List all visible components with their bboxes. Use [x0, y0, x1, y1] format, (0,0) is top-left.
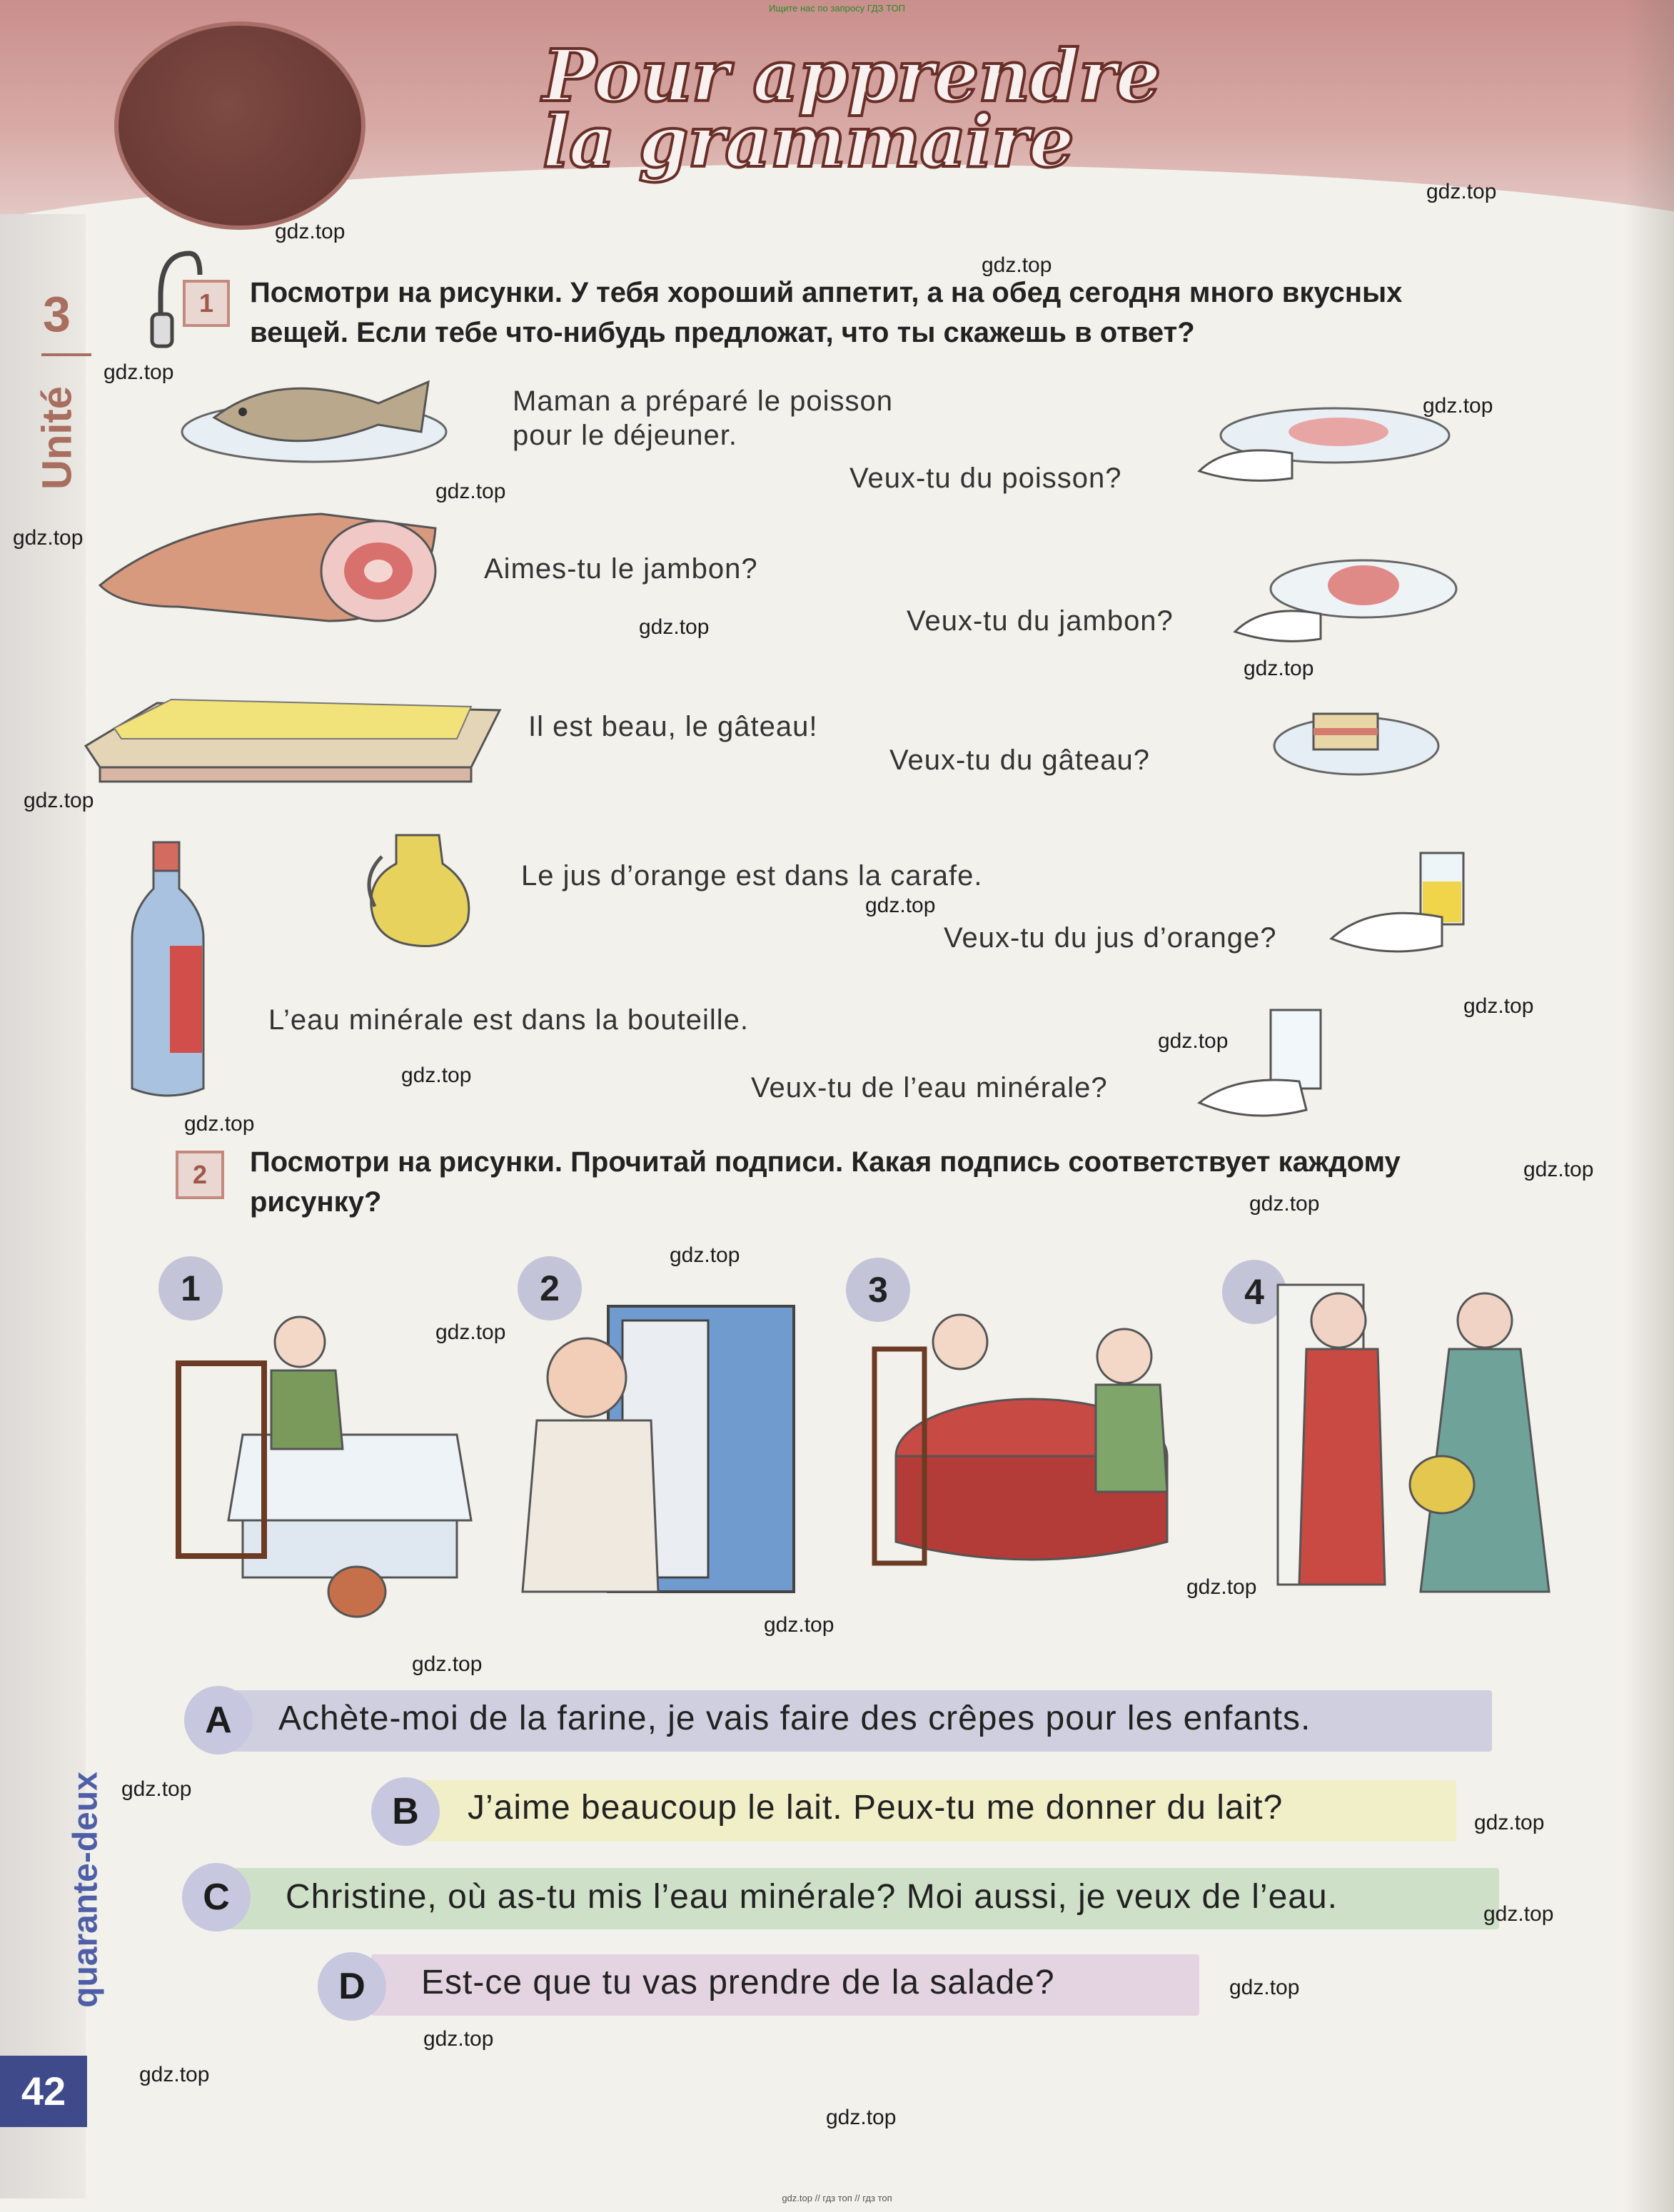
watermark: gdz.top: [275, 220, 346, 243]
sentence-juice: Le jus d’orange est dans la carafe.: [521, 860, 983, 892]
watermark: gdz.top: [1426, 180, 1497, 203]
answer-letter-b: B: [371, 1777, 440, 1846]
watermark: gdz.top: [865, 894, 936, 917]
answer-text-b: J’aime beaucoup le lait. Peux-tu me donner du lait?: [468, 1789, 1284, 1827]
watermark: gdz.top: [826, 2106, 897, 2129]
title-line-1: Pour apprendre: [543, 34, 1161, 118]
title-line-2: la grammaire: [543, 99, 1074, 183]
ham-illustration: [93, 500, 464, 635]
watermark: gdz.top: [13, 526, 84, 550]
sentence-ham: Aimes-tu le jambon?: [484, 553, 758, 585]
watermark: gdz.top: [139, 2063, 210, 2086]
juice-carafe-illustration: [360, 828, 482, 949]
answer-letter-d: D: [318, 1952, 386, 2021]
watermark: gdz.top: [1423, 394, 1493, 418]
watermark: gdz.top: [1483, 1902, 1554, 1926]
watermark: gdz.top: [121, 1777, 192, 1801]
answer-text-d: Est-ce que tu vas prendre de la salade?: [421, 1964, 1055, 2001]
watermark: gdz.top: [435, 1320, 506, 1344]
answer-letter-a: A: [184, 1686, 253, 1754]
watermark: gdz.top: [1229, 1976, 1300, 1999]
sentence-cake: Il est beau, le gâteau!: [528, 711, 818, 742]
unit-divider: [41, 353, 91, 356]
water-bottle-illustration: [128, 839, 207, 1103]
watermark: gdz.top: [670, 1243, 740, 1267]
watermark: gdz.top: [1244, 657, 1314, 680]
watermark: gdz.top: [435, 480, 506, 503]
watermark: gdz.top: [401, 1064, 472, 1087]
watermark: gdz.top: [1158, 1029, 1229, 1053]
hand-with-cake-illustration: [1271, 696, 1478, 789]
answer-text-c: Christine, où as-tu mis l’eau minérale? Moi aussi, je veux de l’eau.: [286, 1878, 1338, 1916]
watermark: gdz.top: [184, 1112, 255, 1136]
watermark: gdz.top: [423, 2027, 494, 2051]
exercise-2-instruction: Посмотри на рисунки. Прочитай подписи. Какая подпись соответствует каждому рисунку?: [250, 1146, 1401, 1218]
exercise-1-number: 1: [183, 280, 230, 327]
unit-number: 3: [43, 286, 71, 342]
watermark: gdz.top: [1474, 1811, 1545, 1834]
sentence-fish-1: Maman a préparé le poisson: [513, 385, 893, 417]
watermark: gdz.top: [639, 615, 710, 639]
question-ham: Veux-tu du jambon?: [907, 605, 1174, 637]
sentence-fish-2: pour le déjeuner.: [513, 420, 738, 451]
picture-2-boy-at-fridge: [508, 1292, 822, 1606]
fish-plate-illustration: [178, 353, 457, 468]
page-binding-shadow: [1624, 0, 1674, 2212]
exercise-1-instruction: Посмотри на рисунки. У тебя хороший аппетит, а на обед сегодня много вкусных вещей. Если тебе что-нибудь предложат, что ты скажешь в ответ?: [250, 277, 1403, 348]
picture-3-number: 3: [846, 1258, 910, 1322]
watermark: gdz.top: [1186, 1575, 1257, 1599]
picture-3-children-eating: [867, 1306, 1203, 1620]
question-cake: Veux-tu du gâteau?: [889, 744, 1150, 776]
top-note: Ищите нас по запросу ГДЗ ТОП: [769, 3, 905, 14]
watermark: gdz.top: [24, 789, 94, 812]
watermark: gdz.top: [1463, 994, 1534, 1018]
answer-text-a: Achète-moi de la farine, je vais faire des crêpes pour les enfants.: [278, 1700, 1311, 1737]
question-juice: Veux-tu du jus d’orange?: [944, 922, 1277, 954]
hand-with-ham-illustration: [1228, 553, 1463, 653]
page-title: [543, 34, 1161, 183]
question-fish: Veux-tu du poisson?: [849, 463, 1122, 494]
watermark: gdz.top: [982, 253, 1052, 277]
question-water: Veux-tu de l’eau minérale?: [751, 1072, 1108, 1104]
picture-4-number: 4: [1222, 1260, 1286, 1324]
picture-1-number: 1: [158, 1256, 223, 1320]
watermark: gdz.top: [764, 1613, 835, 1637]
sentence-water: L’eau minérale est dans la bouteille.: [268, 1004, 749, 1036]
answer-letter-c: C: [182, 1863, 251, 1931]
hand-with-water-glass-illustration: [1192, 1003, 1356, 1124]
exercise-2-number: 2: [176, 1151, 224, 1199]
hand-with-juice-glass-illustration: [1328, 846, 1492, 967]
bottom-note: gdz.top // гдз топ // гдз топ: [782, 2193, 892, 2203]
page-side-label: quarante-deux: [66, 1772, 105, 2008]
picture-2-number: 2: [518, 1256, 582, 1320]
watermark: gdz.top: [412, 1652, 483, 1676]
header-ornament: [114, 21, 365, 230]
watermark: gdz.top: [1523, 1158, 1594, 1181]
hand-with-fish-illustration: [1185, 400, 1456, 493]
picture-4-woman-and-grandmother: [1271, 1278, 1570, 1606]
page-number: 42: [0, 2056, 87, 2127]
watermark: gdz.top: [1249, 1192, 1320, 1216]
unit-label: Unité: [34, 386, 81, 490]
cake-illustration: [71, 660, 514, 789]
watermark: gdz.top: [104, 360, 174, 384]
